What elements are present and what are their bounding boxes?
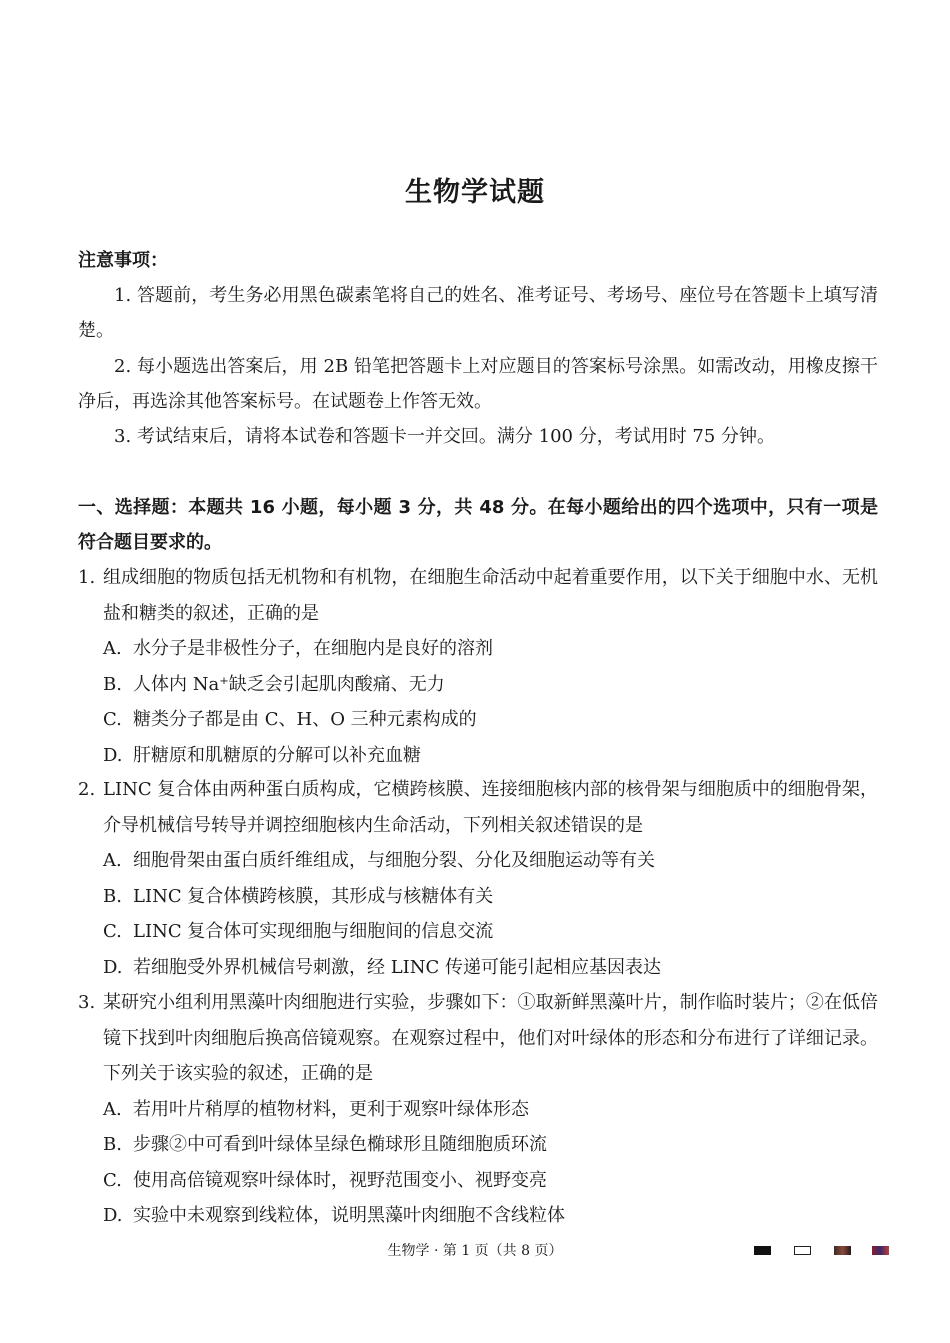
- option-c: [103, 914, 878, 950]
- option-text: 若用叶片稍厚的植物材料，更利于观察叶绿体形态: [133, 1098, 529, 1120]
- option-text: 水分子是非极性分子，在细胞内是良好的溶剂: [133, 638, 493, 659]
- section-heading: 一、选择题：本题共 16 小题，每小题 3 分，共 48 分。在每小题给出的四个选项中，只有一项是符合题目要求的。: [78, 497, 878, 553]
- question-2: [78, 772, 878, 985]
- question-stem: [78, 560, 878, 631]
- option-text: 实验中未观察到线粒体，说明黑藻叶肉细胞不含线粒体: [133, 1205, 565, 1226]
- note-item-3: 3. 考试结束后，请将本试卷和答题卡一并交回。满分 100 分，考试用时 75 分钟。: [114, 426, 776, 447]
- question-number: 3.: [78, 992, 96, 1013]
- option-letter: D.: [103, 744, 123, 766]
- option-b: [103, 879, 878, 915]
- question-1: [78, 560, 878, 773]
- option-d: [103, 738, 878, 774]
- page-footer: 生物学 · 第 1 页（共 8 页）: [387, 1243, 563, 1259]
- option-d: [103, 1198, 878, 1234]
- question-text: 组成细胞的物质包括无机物和有机物，在细胞生命活动中起着重要作用，以下关于细胞中水、无机盐和糖类的叙述，正确的是: [103, 567, 878, 624]
- option-text: LINC 复合体横跨核膜，其形成与核糖体有关: [133, 885, 494, 907]
- note-item-2: 2. 每小题选出答案后，用 2B 铅笔把答题卡上对应题目的答案标号涂黑。如需改动，用橡皮擦干净后，再选涂其他答案标号。在试题卷上作答无效。: [78, 356, 878, 412]
- option-text: 步骤②中可看到叶绿体呈绿色椭球形且随细胞质环流: [133, 1134, 547, 1155]
- option-letter: D.: [103, 1205, 123, 1226]
- option-letter: D.: [103, 956, 123, 978]
- option-letter: A.: [103, 1098, 122, 1120]
- option-text: 使用高倍镜观察叶绿体时，视野范围变小、视野变亮: [133, 1169, 547, 1191]
- question-3: [78, 985, 878, 1234]
- option-b: [103, 1127, 878, 1163]
- question-options: [78, 843, 878, 985]
- white-mark-icon: [794, 1246, 811, 1255]
- option-letter: B.: [103, 673, 122, 695]
- question-stem: [78, 985, 878, 1092]
- question-options: [78, 1092, 878, 1234]
- option-a: [103, 843, 878, 879]
- option-d: [103, 950, 878, 986]
- color-bar-mark-icon: [872, 1246, 889, 1255]
- option-text: 糖类分子都是由 C、H、O 三种元素构成的: [133, 709, 477, 730]
- option-letter: C.: [103, 709, 122, 730]
- option-text: 若细胞受外界机械信号刺激，经 LINC 传递可能引起相应基因表达: [133, 956, 662, 978]
- black-mark-icon: [754, 1246, 771, 1255]
- question-options: [78, 631, 878, 773]
- dark-color-mark-icon: [834, 1246, 851, 1255]
- option-a: [103, 1092, 878, 1128]
- question-number: 1.: [78, 567, 96, 588]
- option-letter: A.: [103, 638, 122, 659]
- option-letter: C.: [103, 1169, 122, 1191]
- question-text: LINC 复合体由两种蛋白质构成，它横跨核膜、连接细胞核内部的核骨架与细胞质中的细胞骨架，介导机械信号转导并调控细胞核内生命活动，下列相关叙述错误的是: [103, 779, 878, 836]
- note-item-1: 1. 答题前，考生务必用黑色碳素笔将自己的姓名、准考证号、考场号、座位号在答题卡上填写清楚。: [78, 285, 878, 341]
- option-b: [103, 667, 878, 703]
- option-c: [103, 702, 878, 738]
- option-letter: B.: [103, 1134, 122, 1155]
- print-registration-marks: [754, 1246, 894, 1258]
- option-a: [103, 631, 878, 667]
- question-text: 某研究小组利用黑藻叶肉细胞进行实验，步骤如下：①取新鲜黑藻叶片，制作临时装片；②在低倍镜下找到叶肉细胞后换高倍镜观察。在观察过程中，他们对叶绿体的形态和分布进行了详细记录。下列关于该实验的叙述，正确的是: [103, 992, 878, 1084]
- option-text: 人体内 Na⁺缺乏会引起肌肉酸痛、无力: [133, 673, 445, 695]
- option-letter: A.: [103, 850, 122, 871]
- option-letter: C.: [103, 921, 122, 942]
- notes-heading: 注意事项：: [78, 250, 168, 271]
- question-stem: [78, 772, 878, 843]
- question-number: 2.: [78, 779, 96, 800]
- option-c: [103, 1163, 878, 1199]
- option-text: LINC 复合体可实现细胞与细胞间的信息交流: [133, 921, 494, 942]
- option-letter: B.: [103, 885, 122, 907]
- page-title: 生物学试题: [405, 177, 545, 208]
- option-text: 细胞骨架由蛋白质纤维组成，与细胞分裂、分化及细胞运动等有关: [133, 850, 655, 871]
- option-text: 肝糖原和肌糖原的分解可以补充血糖: [133, 744, 421, 766]
